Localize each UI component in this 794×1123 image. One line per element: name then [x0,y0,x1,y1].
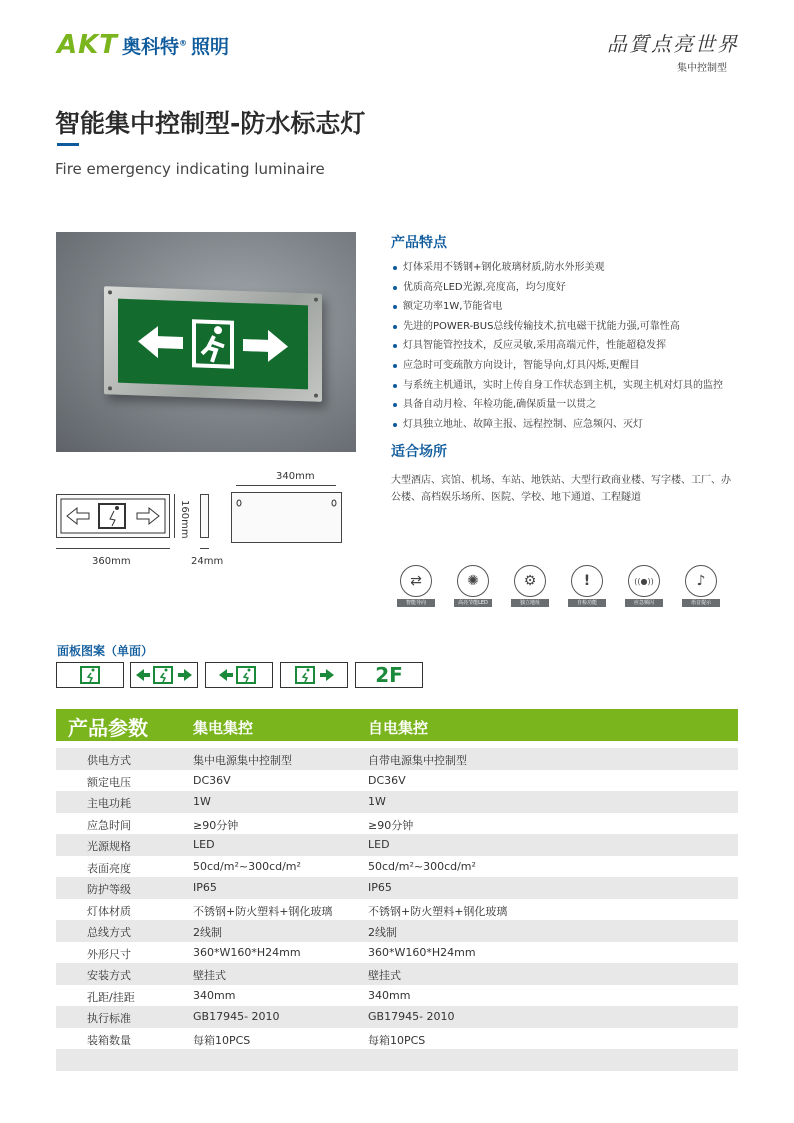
column-header-self: 自电集控 [368,719,429,737]
table-row: 额定电压 DC36V DC36V [56,770,738,792]
side-view [200,494,209,538]
places-title: 适合场所 [391,444,447,460]
icon-item [682,565,720,607]
exit-arrows-icon [128,311,298,377]
back-view [231,492,342,543]
logo-latin: AKT [57,30,119,60]
list-item: 先进的POWER-BUS总线传输技术,抗电磁干扰能力强,可靠性高 [391,317,751,337]
list-item: 灯体采用不锈钢+钢化玻璃材质,防水外形美观 [391,258,751,278]
table-row: 供电方式 集中电源集中控制型 自带电源集中控制型 [56,748,738,770]
table-row: 灯体材质 不锈钢+防火塑料+钢化玻璃 不锈钢+防火塑料+钢化玻璃 [56,899,738,921]
product-photo [56,232,356,452]
exit-both-arrows-icon [134,665,194,685]
energy-icon: ✺ [457,565,489,597]
slogan [607,28,739,74]
panels-title: 面板图案（单面） [57,644,154,658]
table-row: 应急时间 ≥90分钟 ≥90分钟 [56,813,738,835]
width-label: 360mm [92,556,131,567]
height-label: 160mm [179,500,190,539]
list-item: 额定功率1W,节能省电 [391,297,751,317]
table-row-blank [56,1049,738,1071]
front-view [56,494,170,538]
icon-item [397,565,435,607]
icon-label: 独立地址 [511,599,549,607]
icon-label: 智能导向 [397,599,435,607]
features-title: 产品特点 [391,235,447,251]
exit-right-arrow-icon [292,665,336,685]
table-row: 主电功耗 1W 1W [56,791,738,813]
icon-item [568,565,606,607]
table-row: 执行标准 GB17945- 2010 GB17945- 2010 [56,1006,738,1028]
icon-label: 自检功能 [568,599,606,607]
table-row: 孔距/挂距 340mm 340mm [56,985,738,1007]
table-row: 外形尺寸 360*W160*H24mm 360*W160*H24mm [56,942,738,964]
icon-label: 应急频闪 [625,599,663,607]
panel-pattern-right [280,662,348,688]
exit-sign-panel [118,299,308,390]
slogan-text: 品質点亮世界 [607,32,739,56]
icon-item [625,565,663,607]
panel-pattern-floor: 2F [355,662,423,688]
panel-pattern-exit [56,662,124,688]
places-text: 大型酒店、宾馆、机场、车站、地铁站、大型行政商业楼、写字楼、工厂、办公楼、高档娱乐场所、医院、学校、地下通道、工程隧道 [391,475,731,503]
exit-left-arrow-icon [217,665,261,685]
alarm-icon: ! [571,565,603,597]
column-header-central: 集电集控 [193,719,254,737]
slogan-sub: 集中控制型 [677,63,727,74]
table-row: 总线方式 2线制 2线制 [56,920,738,942]
table-title: 产品参数 [68,716,148,740]
icon-item [454,565,492,607]
title-underline [57,143,79,146]
table-row: 装箱数量 每箱10PCS 每箱10PCS [56,1028,738,1050]
page-subtitle: Fire emergency indicating luminaire [55,160,325,178]
features-list [391,258,751,434]
hole-spacing-label: 340mm [276,471,315,482]
table-row: 光源规格 LED LED [56,834,738,856]
list-item: 具备自动月检、年检功能,确保质量一以贯之 [391,395,751,415]
logo-cn2: 照明 [191,35,230,58]
page-title: 智能集中控制型-防水标志灯 [55,109,366,138]
table-row: 安装方式 壁挂式 壁挂式 [56,963,738,985]
list-item: 应急时可变疏散方向设计，智能导向,灯具闪烁,更醒目 [391,356,751,376]
list-item: 与系统主机通讯，实时上传自身工作状态到主机，实现主机对灯具的监控 [391,376,751,396]
strobe-icon: ((●)) [628,565,660,597]
panel-pattern-both [130,662,198,688]
feature-icons [397,565,739,607]
panel-pattern-left [205,662,273,688]
sign-frame [104,286,322,402]
icon-label: 语音提示 [682,599,720,607]
mount-holes-icon [232,493,341,542]
voice-icon: ♪ [685,565,717,597]
icon-item [511,565,549,607]
table-row: 表面亮度 50cd/m²~300cd/m² 50cd/m²~300cd/m² [56,856,738,878]
brand-logo [57,30,229,60]
table-row: 防护等级 IP65 IP65 [56,877,738,899]
table-header [56,709,738,741]
direction-icon: ⇄ [400,565,432,597]
list-item: 灯具独立地址、故障主报、远程控制、应急频闪、灭灯 [391,415,751,435]
depth-label: 24mm [191,556,224,567]
network-icon: ⚙ [514,565,546,597]
logo-cn: 奥科特® [122,35,188,58]
list-item: 优质高亮LED光源,亮度高，均匀度好 [391,278,751,298]
front-view-sign-icon [57,495,169,537]
list-item: 灯具智能管控技术，反应灵敏,采用高端元件，性能超稳发挥 [391,336,751,356]
parameter-table [56,748,738,1071]
exit-man-icon [78,665,102,685]
icon-label: 高亮节能LED [454,599,492,607]
